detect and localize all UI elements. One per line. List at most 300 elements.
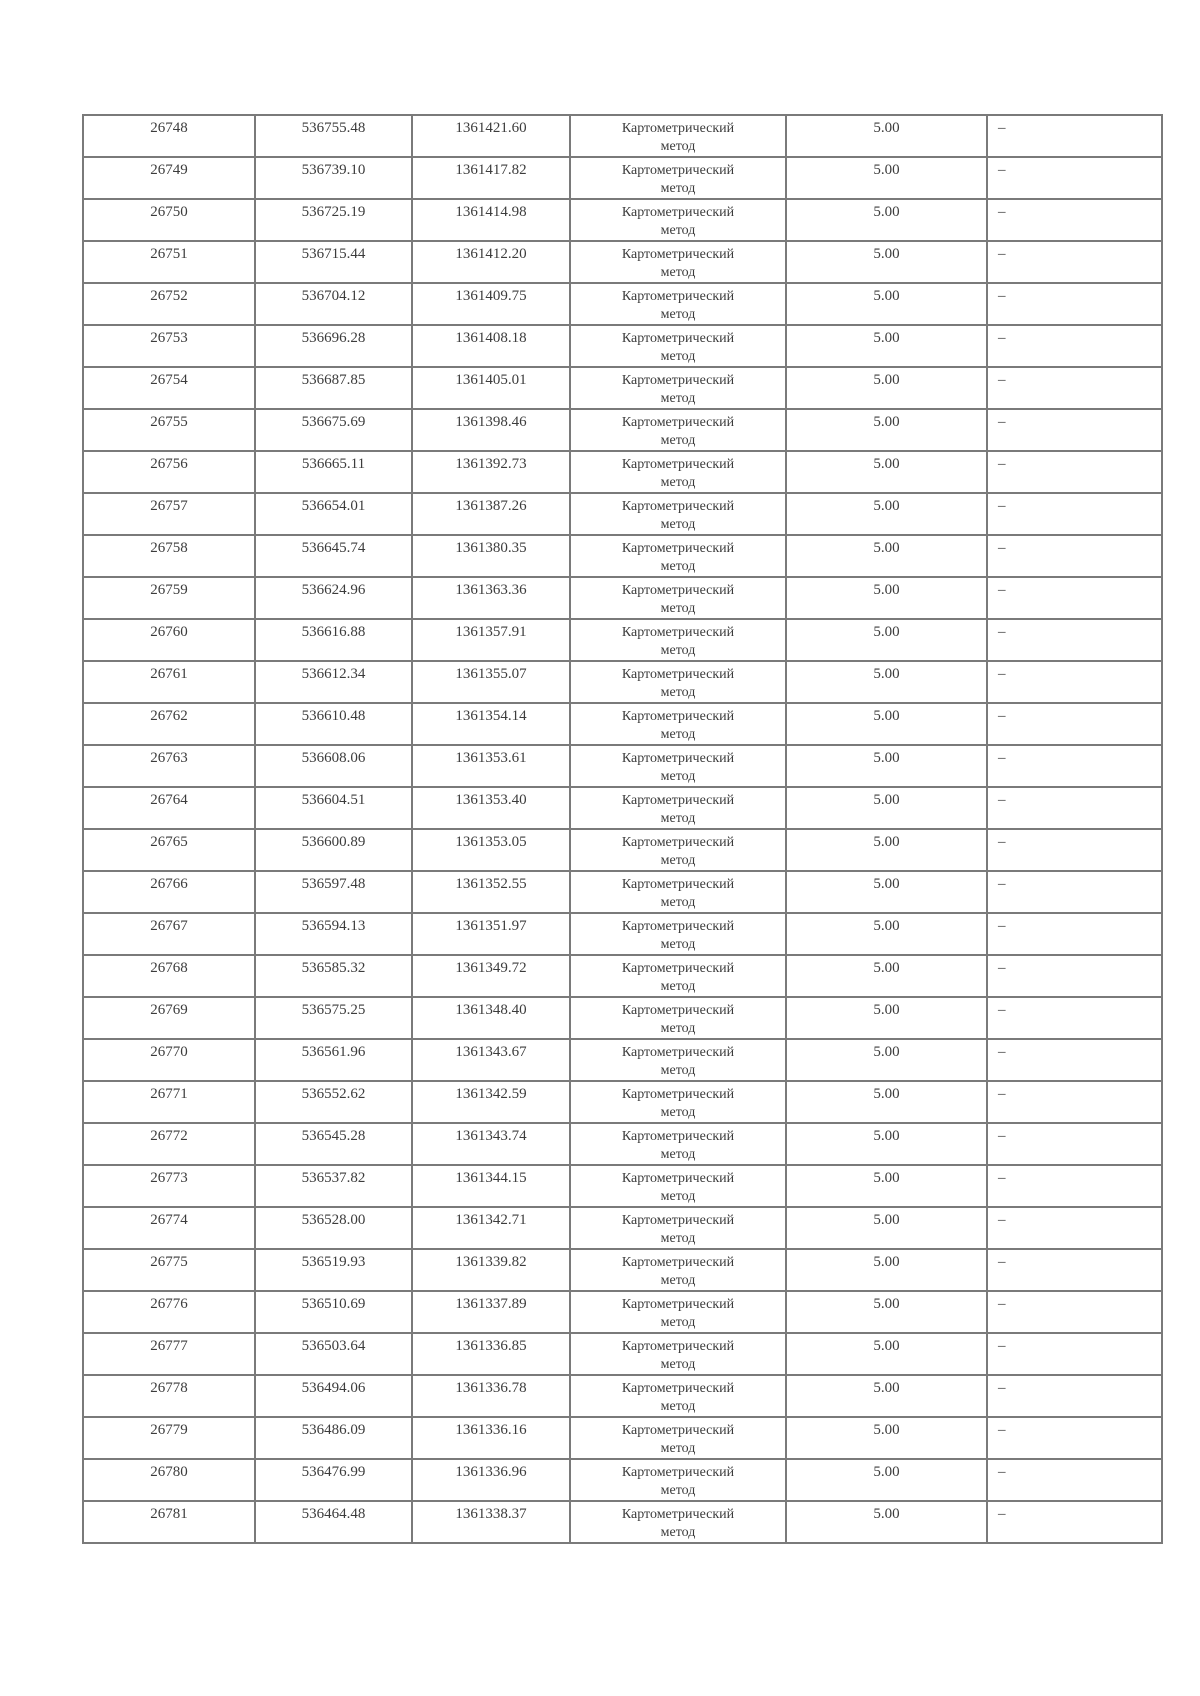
method-line-2: метод — [660, 433, 696, 448]
method-line-1: Картометрический — [621, 541, 735, 556]
accuracy-cell: 5.00 — [786, 1417, 987, 1459]
note-cell: – — [987, 325, 1162, 367]
point-number-cell: 26772 — [83, 1123, 255, 1165]
y-coordinate-cell: 1361363.36 — [412, 577, 570, 619]
point-number-cell: 26755 — [83, 409, 255, 451]
accuracy-cell: 5.00 — [786, 1165, 987, 1207]
x-coordinate-cell: 536675.69 — [255, 409, 412, 451]
y-coordinate-cell: 1361337.89 — [412, 1291, 570, 1333]
x-coordinate-cell: 536610.48 — [255, 703, 412, 745]
method-cell — [570, 619, 786, 661]
method-line-1: Картометрический — [621, 835, 735, 850]
method-line-2: метод — [660, 1273, 696, 1288]
note-cell: – — [987, 787, 1162, 829]
point-number-cell: 26750 — [83, 199, 255, 241]
point-number-cell: 26779 — [83, 1417, 255, 1459]
x-coordinate-cell: 536624.96 — [255, 577, 412, 619]
method-cell — [570, 913, 786, 955]
table-row — [83, 829, 1162, 871]
note-cell: – — [987, 451, 1162, 493]
method-cell — [570, 1291, 786, 1333]
x-coordinate-cell: 536486.09 — [255, 1417, 412, 1459]
accuracy-cell: 5.00 — [786, 577, 987, 619]
method-line-1: Картометрический — [621, 163, 735, 178]
method-line-1: Картометрический — [621, 1507, 735, 1522]
method-line-2: метод — [660, 895, 696, 910]
coordinates-table — [82, 114, 1163, 1544]
accuracy-cell: 5.00 — [786, 745, 987, 787]
y-coordinate-cell: 1361357.91 — [412, 619, 570, 661]
note-cell: – — [987, 703, 1162, 745]
table-row — [83, 1039, 1162, 1081]
x-coordinate-cell: 536476.99 — [255, 1459, 412, 1501]
method-cell — [570, 1249, 786, 1291]
x-coordinate-cell: 536704.12 — [255, 283, 412, 325]
method-line-2: метод — [660, 769, 696, 784]
y-coordinate-cell: 1361351.97 — [412, 913, 570, 955]
point-number-cell: 26768 — [83, 955, 255, 997]
method-line-1: Картометрический — [621, 457, 735, 472]
method-line-2: метод — [660, 1063, 696, 1078]
coordinates-table-body — [83, 115, 1162, 1543]
method-line-1: Картометрический — [621, 1087, 735, 1102]
table-row — [83, 325, 1162, 367]
method-line-1: Картометрический — [621, 1465, 735, 1480]
note-cell: – — [987, 913, 1162, 955]
method-cell — [570, 661, 786, 703]
point-number-cell: 26771 — [83, 1081, 255, 1123]
y-coordinate-cell: 1361353.40 — [412, 787, 570, 829]
method-cell — [570, 1207, 786, 1249]
table-row — [83, 787, 1162, 829]
table-row — [83, 283, 1162, 325]
method-line-2: метод — [660, 265, 696, 280]
note-cell: – — [987, 241, 1162, 283]
note-cell: – — [987, 157, 1162, 199]
table-row — [83, 1501, 1162, 1543]
y-coordinate-cell: 1361339.82 — [412, 1249, 570, 1291]
accuracy-cell: 5.00 — [786, 157, 987, 199]
method-cell — [570, 199, 786, 241]
y-coordinate-cell: 1361352.55 — [412, 871, 570, 913]
note-cell: – — [987, 1459, 1162, 1501]
point-number-cell: 26778 — [83, 1375, 255, 1417]
method-line-2: метод — [660, 937, 696, 952]
method-cell — [570, 1081, 786, 1123]
method-line-1: Картометрический — [621, 499, 735, 514]
point-number-cell: 26781 — [83, 1501, 255, 1543]
method-line-2: метод — [660, 1483, 696, 1498]
method-line-1: Картометрический — [621, 1045, 735, 1060]
point-number-cell: 26773 — [83, 1165, 255, 1207]
x-coordinate-cell: 536545.28 — [255, 1123, 412, 1165]
accuracy-cell: 5.00 — [786, 535, 987, 577]
x-coordinate-cell: 536687.85 — [255, 367, 412, 409]
x-coordinate-cell: 536755.48 — [255, 115, 412, 157]
note-cell: – — [987, 955, 1162, 997]
method-cell — [570, 1123, 786, 1165]
method-line-1: Картометрический — [621, 415, 735, 430]
method-line-1: Картометрический — [621, 247, 735, 262]
table-row — [83, 241, 1162, 283]
point-number-cell: 26757 — [83, 493, 255, 535]
method-line-1: Картометрический — [621, 1129, 735, 1144]
note-cell: – — [987, 1039, 1162, 1081]
y-coordinate-cell: 1361408.18 — [412, 325, 570, 367]
point-number-cell: 26764 — [83, 787, 255, 829]
x-coordinate-cell: 536519.93 — [255, 1249, 412, 1291]
method-cell — [570, 871, 786, 913]
table-row — [83, 1291, 1162, 1333]
x-coordinate-cell: 536696.28 — [255, 325, 412, 367]
y-coordinate-cell: 1361336.96 — [412, 1459, 570, 1501]
accuracy-cell: 5.00 — [786, 1207, 987, 1249]
table-row — [83, 1165, 1162, 1207]
method-cell — [570, 745, 786, 787]
y-coordinate-cell: 1361387.26 — [412, 493, 570, 535]
point-number-cell: 26765 — [83, 829, 255, 871]
accuracy-cell: 5.00 — [786, 997, 987, 1039]
method-line-2: метод — [660, 223, 696, 238]
method-cell — [570, 535, 786, 577]
method-line-1: Картометрический — [621, 205, 735, 220]
point-number-cell: 26758 — [83, 535, 255, 577]
point-number-cell: 26760 — [83, 619, 255, 661]
x-coordinate-cell: 536654.01 — [255, 493, 412, 535]
method-cell — [570, 955, 786, 997]
method-cell — [570, 283, 786, 325]
method-line-1: Картометрический — [621, 373, 735, 388]
table-row — [83, 115, 1162, 157]
method-cell — [570, 703, 786, 745]
method-cell — [570, 577, 786, 619]
accuracy-cell: 5.00 — [786, 1081, 987, 1123]
note-cell: – — [987, 871, 1162, 913]
method-line-2: метод — [660, 391, 696, 406]
method-cell — [570, 1417, 786, 1459]
x-coordinate-cell: 536665.11 — [255, 451, 412, 493]
point-number-cell: 26756 — [83, 451, 255, 493]
note-cell: – — [987, 1081, 1162, 1123]
method-line-1: Картометрический — [621, 709, 735, 724]
y-coordinate-cell: 1361380.35 — [412, 535, 570, 577]
x-coordinate-cell: 536608.06 — [255, 745, 412, 787]
x-coordinate-cell: 536604.51 — [255, 787, 412, 829]
method-line-2: метод — [660, 727, 696, 742]
y-coordinate-cell: 1361342.71 — [412, 1207, 570, 1249]
accuracy-cell: 5.00 — [786, 871, 987, 913]
method-cell — [570, 493, 786, 535]
x-coordinate-cell: 536503.64 — [255, 1333, 412, 1375]
accuracy-cell: 5.00 — [786, 115, 987, 157]
note-cell: – — [987, 535, 1162, 577]
accuracy-cell: 5.00 — [786, 199, 987, 241]
accuracy-cell: 5.00 — [786, 913, 987, 955]
method-line-2: метод — [660, 643, 696, 658]
point-number-cell: 26774 — [83, 1207, 255, 1249]
note-cell: – — [987, 829, 1162, 871]
accuracy-cell: 5.00 — [786, 283, 987, 325]
y-coordinate-cell: 1361349.72 — [412, 955, 570, 997]
method-line-1: Картометрический — [621, 1297, 735, 1312]
point-number-cell: 26777 — [83, 1333, 255, 1375]
accuracy-cell: 5.00 — [786, 367, 987, 409]
table-row — [83, 1375, 1162, 1417]
point-number-cell: 26751 — [83, 241, 255, 283]
method-line-2: метод — [660, 1021, 696, 1036]
note-cell: – — [987, 115, 1162, 157]
note-cell: – — [987, 199, 1162, 241]
note-cell: – — [987, 1501, 1162, 1543]
table-row — [83, 409, 1162, 451]
x-coordinate-cell: 536464.48 — [255, 1501, 412, 1543]
method-cell — [570, 829, 786, 871]
accuracy-cell: 5.00 — [786, 661, 987, 703]
point-number-cell: 26767 — [83, 913, 255, 955]
method-line-1: Картометрический — [621, 1381, 735, 1396]
table-row — [83, 367, 1162, 409]
note-cell: – — [987, 1165, 1162, 1207]
point-number-cell: 26776 — [83, 1291, 255, 1333]
method-line-2: метод — [660, 685, 696, 700]
note-cell: – — [987, 283, 1162, 325]
y-coordinate-cell: 1361417.82 — [412, 157, 570, 199]
table-row — [83, 1459, 1162, 1501]
table-row — [83, 1207, 1162, 1249]
note-cell: – — [987, 1375, 1162, 1417]
note-cell: – — [987, 997, 1162, 1039]
accuracy-cell: 5.00 — [786, 1291, 987, 1333]
x-coordinate-cell: 536645.74 — [255, 535, 412, 577]
x-coordinate-cell: 536561.96 — [255, 1039, 412, 1081]
method-line-1: Картометрический — [621, 919, 735, 934]
note-cell: – — [987, 1207, 1162, 1249]
table-row — [83, 199, 1162, 241]
point-number-cell: 26749 — [83, 157, 255, 199]
y-coordinate-cell: 1361421.60 — [412, 115, 570, 157]
method-cell — [570, 1459, 786, 1501]
method-line-2: метод — [660, 1105, 696, 1120]
table-row — [83, 955, 1162, 997]
accuracy-cell: 5.00 — [786, 829, 987, 871]
accuracy-cell: 5.00 — [786, 955, 987, 997]
method-line-2: метод — [660, 1399, 696, 1414]
note-cell: – — [987, 1333, 1162, 1375]
y-coordinate-cell: 1361343.67 — [412, 1039, 570, 1081]
x-coordinate-cell: 536494.06 — [255, 1375, 412, 1417]
method-line-2: метод — [660, 1315, 696, 1330]
table-row — [83, 1123, 1162, 1165]
method-line-1: Картометрический — [621, 877, 735, 892]
x-coordinate-cell: 536528.00 — [255, 1207, 412, 1249]
point-number-cell: 26770 — [83, 1039, 255, 1081]
accuracy-cell: 5.00 — [786, 409, 987, 451]
method-cell — [570, 997, 786, 1039]
accuracy-cell: 5.00 — [786, 787, 987, 829]
point-number-cell: 26761 — [83, 661, 255, 703]
table-row — [83, 1249, 1162, 1291]
note-cell: – — [987, 661, 1162, 703]
accuracy-cell: 5.00 — [786, 451, 987, 493]
y-coordinate-cell: 1361342.59 — [412, 1081, 570, 1123]
method-line-1: Картометрический — [621, 793, 735, 808]
method-cell — [570, 1039, 786, 1081]
table-row — [83, 157, 1162, 199]
method-line-2: метод — [660, 811, 696, 826]
point-number-cell: 26766 — [83, 871, 255, 913]
x-coordinate-cell: 536585.32 — [255, 955, 412, 997]
y-coordinate-cell: 1361336.85 — [412, 1333, 570, 1375]
method-line-1: Картометрический — [621, 1171, 735, 1186]
note-cell: – — [987, 367, 1162, 409]
y-coordinate-cell: 1361353.05 — [412, 829, 570, 871]
method-cell — [570, 1333, 786, 1375]
accuracy-cell: 5.00 — [786, 1459, 987, 1501]
point-number-cell: 26775 — [83, 1249, 255, 1291]
note-cell: – — [987, 1249, 1162, 1291]
note-cell: – — [987, 1123, 1162, 1165]
method-line-2: метод — [660, 1441, 696, 1456]
x-coordinate-cell: 536725.19 — [255, 199, 412, 241]
method-cell — [570, 787, 786, 829]
x-coordinate-cell: 536510.69 — [255, 1291, 412, 1333]
y-coordinate-cell: 1361412.20 — [412, 241, 570, 283]
method-line-2: метод — [660, 559, 696, 574]
method-line-2: метод — [660, 979, 696, 994]
y-coordinate-cell: 1361355.07 — [412, 661, 570, 703]
x-coordinate-cell: 536612.34 — [255, 661, 412, 703]
accuracy-cell: 5.00 — [786, 1501, 987, 1543]
table-row — [83, 871, 1162, 913]
accuracy-cell: 5.00 — [786, 241, 987, 283]
accuracy-cell: 5.00 — [786, 1375, 987, 1417]
y-coordinate-cell: 1361409.75 — [412, 283, 570, 325]
method-line-2: метод — [660, 853, 696, 868]
method-cell — [570, 1165, 786, 1207]
method-line-2: метод — [660, 139, 696, 154]
method-line-1: Картометрический — [621, 121, 735, 136]
accuracy-cell: 5.00 — [786, 703, 987, 745]
y-coordinate-cell: 1361348.40 — [412, 997, 570, 1039]
table-row — [83, 451, 1162, 493]
note-cell: – — [987, 619, 1162, 661]
table-row — [83, 619, 1162, 661]
point-number-cell: 26752 — [83, 283, 255, 325]
method-cell — [570, 115, 786, 157]
method-cell — [570, 325, 786, 367]
y-coordinate-cell: 1361338.37 — [412, 1501, 570, 1543]
x-coordinate-cell: 536600.89 — [255, 829, 412, 871]
accuracy-cell: 5.00 — [786, 1039, 987, 1081]
note-cell: – — [987, 493, 1162, 535]
accuracy-cell: 5.00 — [786, 325, 987, 367]
x-coordinate-cell: 536715.44 — [255, 241, 412, 283]
table-row — [83, 745, 1162, 787]
accuracy-cell: 5.00 — [786, 1249, 987, 1291]
point-number-cell: 26748 — [83, 115, 255, 157]
method-cell — [570, 451, 786, 493]
method-line-2: метод — [660, 517, 696, 532]
point-number-cell: 26754 — [83, 367, 255, 409]
accuracy-cell: 5.00 — [786, 493, 987, 535]
note-cell: – — [987, 1417, 1162, 1459]
y-coordinate-cell: 1361414.98 — [412, 199, 570, 241]
method-line-1: Картометрический — [621, 1003, 735, 1018]
method-line-1: Картометрический — [621, 961, 735, 976]
method-line-1: Картометрический — [621, 1255, 735, 1270]
note-cell: – — [987, 409, 1162, 451]
table-row — [83, 1417, 1162, 1459]
y-coordinate-cell: 1361336.16 — [412, 1417, 570, 1459]
note-cell: – — [987, 577, 1162, 619]
x-coordinate-cell: 536575.25 — [255, 997, 412, 1039]
y-coordinate-cell: 1361392.73 — [412, 451, 570, 493]
table-row — [83, 493, 1162, 535]
x-coordinate-cell: 536594.13 — [255, 913, 412, 955]
point-number-cell: 26759 — [83, 577, 255, 619]
y-coordinate-cell: 1361353.61 — [412, 745, 570, 787]
table-row — [83, 1081, 1162, 1123]
method-line-2: метод — [660, 349, 696, 364]
point-number-cell: 26780 — [83, 1459, 255, 1501]
y-coordinate-cell: 1361344.15 — [412, 1165, 570, 1207]
method-cell — [570, 241, 786, 283]
x-coordinate-cell: 536537.82 — [255, 1165, 412, 1207]
method-line-1: Картометрический — [621, 1213, 735, 1228]
y-coordinate-cell: 1361343.74 — [412, 1123, 570, 1165]
x-coordinate-cell: 536552.62 — [255, 1081, 412, 1123]
method-line-1: Картометрический — [621, 289, 735, 304]
table-row — [83, 703, 1162, 745]
method-line-1: Картометрический — [621, 583, 735, 598]
table-row — [83, 1333, 1162, 1375]
method-line-2: метод — [660, 601, 696, 616]
method-cell — [570, 367, 786, 409]
method-line-1: Картометрический — [621, 1423, 735, 1438]
method-line-2: метод — [660, 475, 696, 490]
accuracy-cell: 5.00 — [786, 1123, 987, 1165]
table-row — [83, 577, 1162, 619]
table-row — [83, 997, 1162, 1039]
x-coordinate-cell: 536597.48 — [255, 871, 412, 913]
point-number-cell: 26763 — [83, 745, 255, 787]
method-cell — [570, 1501, 786, 1543]
method-line-2: метод — [660, 1357, 696, 1372]
point-number-cell: 26753 — [83, 325, 255, 367]
point-number-cell: 26769 — [83, 997, 255, 1039]
method-line-2: метод — [660, 1525, 696, 1540]
x-coordinate-cell: 536616.88 — [255, 619, 412, 661]
method-line-2: метод — [660, 1231, 696, 1246]
y-coordinate-cell: 1361336.78 — [412, 1375, 570, 1417]
method-line-1: Картометрический — [621, 667, 735, 682]
method-line-1: Картометрический — [621, 751, 735, 766]
method-cell — [570, 1375, 786, 1417]
method-line-1: Картометрический — [621, 1339, 735, 1354]
note-cell: – — [987, 1291, 1162, 1333]
x-coordinate-cell: 536739.10 — [255, 157, 412, 199]
method-line-2: метод — [660, 307, 696, 322]
y-coordinate-cell: 1361405.01 — [412, 367, 570, 409]
point-number-cell: 26762 — [83, 703, 255, 745]
method-line-1: Картометрический — [621, 331, 735, 346]
accuracy-cell: 5.00 — [786, 619, 987, 661]
accuracy-cell: 5.00 — [786, 1333, 987, 1375]
method-line-2: метод — [660, 181, 696, 196]
method-cell — [570, 409, 786, 451]
y-coordinate-cell: 1361354.14 — [412, 703, 570, 745]
method-line-2: метод — [660, 1147, 696, 1162]
